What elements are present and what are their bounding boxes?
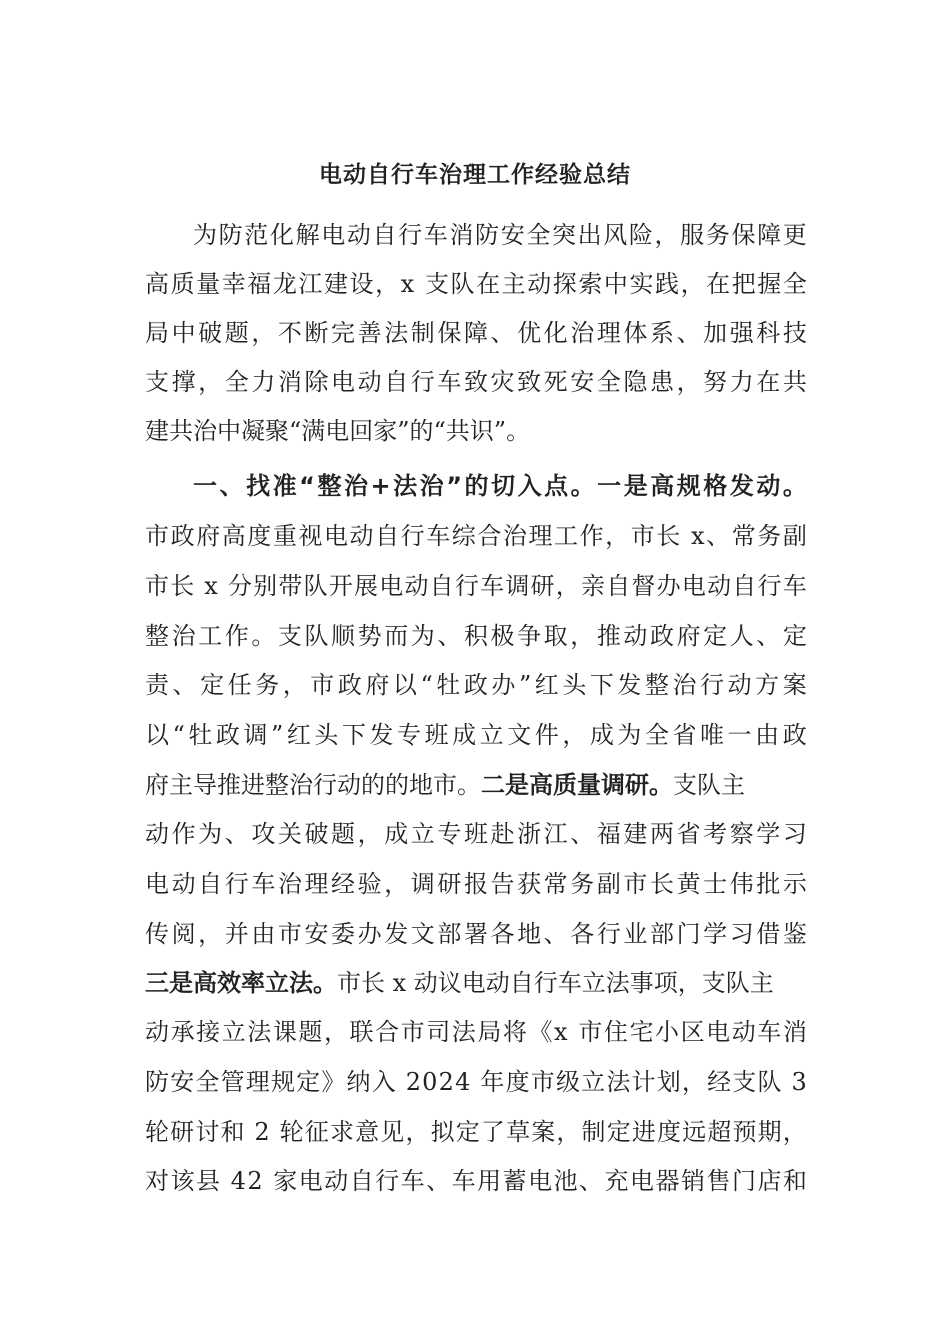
paragraph-line: 动 作 为 、 攻 关 破 题 ， 成 立 专 班 赴 浙 江 、 福 建 两 省 考 察 学 习 (145, 820, 807, 848)
paragraph-line: 对 该 县 4 2 家 电 动 自 行 车 、 车 用 蓄 电 池 、 充 电 器 销 售 门 店 和 (145, 1167, 807, 1195)
line-text: 府主导推进整治行动的的地市。 (145, 771, 481, 799)
section-heading-line: 一 、 找 准 “ 整 治 + 法 治 ” 的 切 入 点 。 一 是 高 规 格 发 动 。 (193, 472, 807, 500)
paragraph-line: 为 防 范 化 解 电 动 自 行 车 消 防 安 全 突 出 风 险 ， 服 务 保 障 更 (193, 221, 807, 249)
paragraph-line: 动 承 接 立 法 课 题 ， 联 合 市 司 法 局 将 《 x 市 住 宅 小 区 电 动 车 消 (145, 1018, 807, 1046)
document-title: 电动自行车治理工作经验总结 (319, 162, 631, 188)
paragraph-line: 整 治 工 作 。 支 队 顺 势 而 为 、 积 极 争 取 ， 推 动 政 府 定 人 、 定 (145, 622, 807, 650)
paragraph-line (145, 761, 807, 810)
line-text: 建共治中凝聚“满电回家”的“共识”。 (145, 417, 531, 445)
bold-phrase: 三是高效率立法。 (145, 969, 337, 997)
paragraph-line: 防 安 全 管 理 规 定 》 纳 入 2 0 2 4 年 度 市 级 立 法 计 划 ， 经 支 队 3 (145, 1068, 807, 1096)
line-text-tail: 市长 x 动议电动自行车立法事项，支队主 (337, 969, 774, 997)
paragraph-line: 市 长 x 分 别 带 队 开 展 电 动 自 行 车 调 研 ， 亲 自 督 办 电 动 自 行 车 (145, 572, 807, 600)
paragraph-line: 高 质 量 幸 福 龙 江 建 设 ， x 支 队 在 主 动 探 索 中 实 践 ， 在 把 握 全 (145, 270, 807, 298)
paragraph-line (145, 959, 807, 1008)
paragraph-line: 电 动 自 行 车 治 理 经 验 ， 调 研 报 告 获 常 务 副 市 长 黄 士 伟 批 示 (145, 870, 807, 898)
paragraph-line (145, 407, 807, 456)
paragraph-line: 局 中 破 题 ， 不 断 完 善 法 制 保 障 、 优 化 治 理 体 系 、 加 强 科 技 (145, 319, 807, 347)
paragraph-line: 责 、 定 任 务 ， 市 政 府 以 “ 牡 政 办 ” 红 头 下 发 整 治 行 动 方 案 (145, 671, 807, 699)
paragraph-line: 市 政 府 高 度 重 视 电 动 自 行 车 综 合 治 理 工 作 ， 市 长 x 、 常 务 副 (145, 522, 807, 550)
line-text-tail: 支队主 (673, 771, 745, 799)
paragraph-line: 支 撑 ， 全 力 消 除 电 动 自 行 车 致 灾 致 死 安 全 隐 患 ， 努 力 在 共 (145, 368, 807, 396)
paragraph-line: 传 阅 ， 并 由 市 安 委 办 发 文 部 署 各 地 、 各 行 业 部 门 学 习 借 鉴 (145, 920, 807, 948)
paragraph-line: 轮 研 讨 和 2 轮 征 求 意 见 ， 拟 定 了 草 案 ， 制 定 进 度 远 超 预 期 ， (145, 1118, 807, 1146)
paragraph-line: 以 “ 牡 政 调 ” 红 头 下 发 专 班 成 立 文 件 ， 成 为 全 省 唯 一 由 政 (145, 721, 807, 749)
bold-phrase: 二是高质量调研。 (481, 771, 673, 799)
